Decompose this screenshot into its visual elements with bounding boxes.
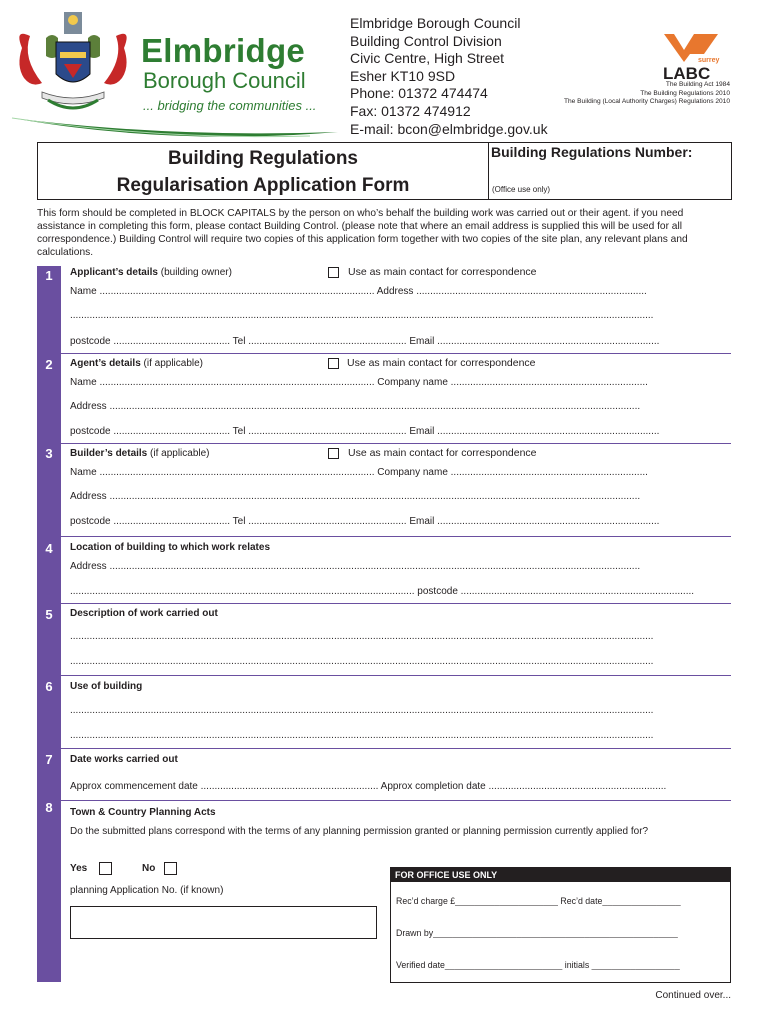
section-title-note: (if applicable) (140, 358, 204, 369)
reg-number-field[interactable] (489, 143, 731, 199)
location-address-field[interactable]: Address ............................................................................................................................................................................................... (70, 561, 641, 572)
agent-name-company-field[interactable]: Name ................................................................................................... Company name ....................................................................... (70, 377, 648, 388)
address-line: Civic Centre, High Street (350, 50, 505, 67)
address-line: Esher KT10 9SD (350, 67, 456, 84)
legislation-item: The Building (Local Authority Charges) Regulations 2010 (563, 98, 730, 106)
office-use-box (390, 867, 731, 983)
green-swoosh (10, 110, 340, 140)
office-use-heading: FOR OFFICE USE ONLY (391, 868, 730, 882)
no-label: No (142, 863, 156, 874)
address-line: Building Control Division (350, 32, 502, 49)
description-line-field[interactable]: .................................................................................................................................................................................................................. (70, 631, 654, 642)
main-contact-label: Use as main contact for correspondence (348, 266, 537, 278)
section-number: 3 (45, 446, 53, 461)
section-number: 6 (45, 679, 53, 694)
planning-question: Do the submitted plans correspond with the terms of any planning permission granted or planning permission currently applied for? (70, 826, 649, 837)
labc-logo (660, 32, 722, 82)
section-number: 8 (45, 800, 53, 815)
section-divider (61, 603, 731, 604)
section-divider (61, 800, 731, 801)
section-number: 4 (45, 541, 53, 556)
use-of-building-line-field[interactable]: .................................................................................................................................................................................................................. (70, 705, 654, 716)
fax-number: Fax: 01372 474912 (350, 102, 471, 119)
brand-subtitle: Borough Council (143, 68, 306, 93)
section-title: Location of building to which work relates (70, 542, 271, 553)
section-title-bold: Agent’s details (70, 358, 141, 369)
yes-checkbox[interactable] (99, 862, 112, 875)
location-postcode-field[interactable]: ............................................................................................................................ postcode .................................................................................... (70, 586, 695, 597)
form-title-line1: Building Regulations (168, 148, 358, 169)
verified-date-initials-row: Verified date________________________ initials __________________ (396, 960, 680, 970)
brand-tagline: ... bridging the communities ... (143, 98, 317, 113)
applicant-address-continued-field[interactable]: .................................................................................................................................................................................................................. (70, 310, 654, 321)
main-contact-checkbox[interactable] (328, 358, 339, 369)
works-dates-field[interactable]: Approx commencement date ................................................................ Approx completion date ................................................................ (70, 781, 667, 792)
labc-text: LABC (663, 64, 711, 82)
main-contact-label: Use as main contact for correspondence (347, 357, 536, 369)
address-line: Elmbridge Borough Council (350, 15, 521, 31)
email-address: E-mail: bcon@elmbridge.gov.uk (350, 120, 548, 137)
continued-over-note: Continued over... (655, 990, 731, 1001)
agent-postcode-tel-email-field[interactable]: postcode .......................................... Tel ......................................................... Email ................................................................................ (70, 426, 660, 437)
office-use-note: (Office use only) (492, 185, 551, 194)
main-contact-checkbox[interactable] (328, 448, 339, 459)
planning-app-no-input[interactable] (70, 906, 377, 939)
section-number: 7 (45, 752, 53, 767)
section-title: Date works carried out (70, 754, 178, 765)
recd-charge-date-row: Rec’d charge £_____________________ Rec’d date________________ (396, 896, 681, 906)
builder-name-company-field[interactable]: Name ................................................................................................... Company name ....................................................................... (70, 467, 648, 478)
section-title-bold: Applicant’s details (70, 267, 158, 278)
section-divider (61, 748, 731, 749)
use-of-building-line-field[interactable]: .................................................................................................................................................................................................................. (70, 730, 654, 741)
applicant-name-address-field[interactable]: Name ................................................................................................... Address ................................................................................... (70, 286, 647, 297)
council-crest-logo (12, 8, 134, 126)
form-title-line2: Regularisation Application Form (116, 175, 410, 196)
section-number: 2 (45, 357, 53, 372)
legislation-item: The Building Act 1984 (665, 81, 730, 88)
description-line-field[interactable]: .................................................................................................................................................................................................................. (70, 656, 654, 667)
brand-name: Elmbridge (141, 32, 306, 69)
section-title: Description of work carried out (70, 608, 218, 619)
section-divider (61, 675, 731, 676)
section-title-bold: Builder’s details (70, 448, 148, 459)
main-contact-checkbox[interactable] (328, 267, 339, 278)
legislation-list (564, 81, 730, 107)
section-title: Town & Country Planning Acts (70, 807, 216, 818)
labc-small-text: surrey (698, 57, 720, 64)
main-contact-label: Use as main contact for correspondence (348, 447, 537, 459)
no-checkbox[interactable] (164, 862, 177, 875)
section-number: 5 (45, 607, 53, 622)
section-title (70, 448, 210, 459)
builder-address-field[interactable]: Address ............................................................................................................................................................................................... (70, 491, 641, 502)
builder-postcode-tel-email-field[interactable]: postcode .......................................... Tel ......................................................... Email ................................................................................ (70, 516, 660, 527)
form-title-box (37, 142, 732, 200)
section-number-bar (37, 266, 61, 982)
section-title: Use of building (70, 681, 143, 692)
section-divider (61, 536, 731, 537)
yes-label: Yes (70, 863, 88, 874)
phone-number: Phone: 01372 474474 (350, 85, 488, 102)
section-title (70, 267, 232, 278)
planning-app-no-label: planning Application No. (if known) (70, 885, 224, 896)
drawn-by-row: Drawn by__________________________________________________ (396, 928, 678, 938)
reg-number-label: Building Regulations Number: (491, 144, 693, 160)
council-address (350, 15, 548, 138)
applicant-postcode-tel-email-field[interactable]: postcode .......................................... Tel ......................................................... Email ................................................................................ (70, 336, 660, 347)
section-divider (61, 353, 731, 354)
section-number: 1 (45, 268, 53, 283)
legislation-item: The Building Regulations 2010 (640, 89, 730, 97)
form-title (38, 143, 489, 199)
agent-address-field[interactable]: Address ............................................................................................................................................................................................... (70, 401, 641, 412)
intro-text: This form should be completed in BLOCK CAPITALS by the person on who’s behalf the building work was carried out or their agent. if you need assistance in completing this form, please contact Building Control. (please note that where an email address is supplied this will be used for all correspondence.) Building Control will require two copies of this application form together with two copies of the site plan, any relevant plans and calculations. (37, 208, 688, 258)
section-divider (61, 443, 731, 444)
section-title (70, 358, 203, 369)
section-title-note: (if applicable) (147, 448, 210, 459)
section-title-note: (building owner) (157, 267, 232, 278)
